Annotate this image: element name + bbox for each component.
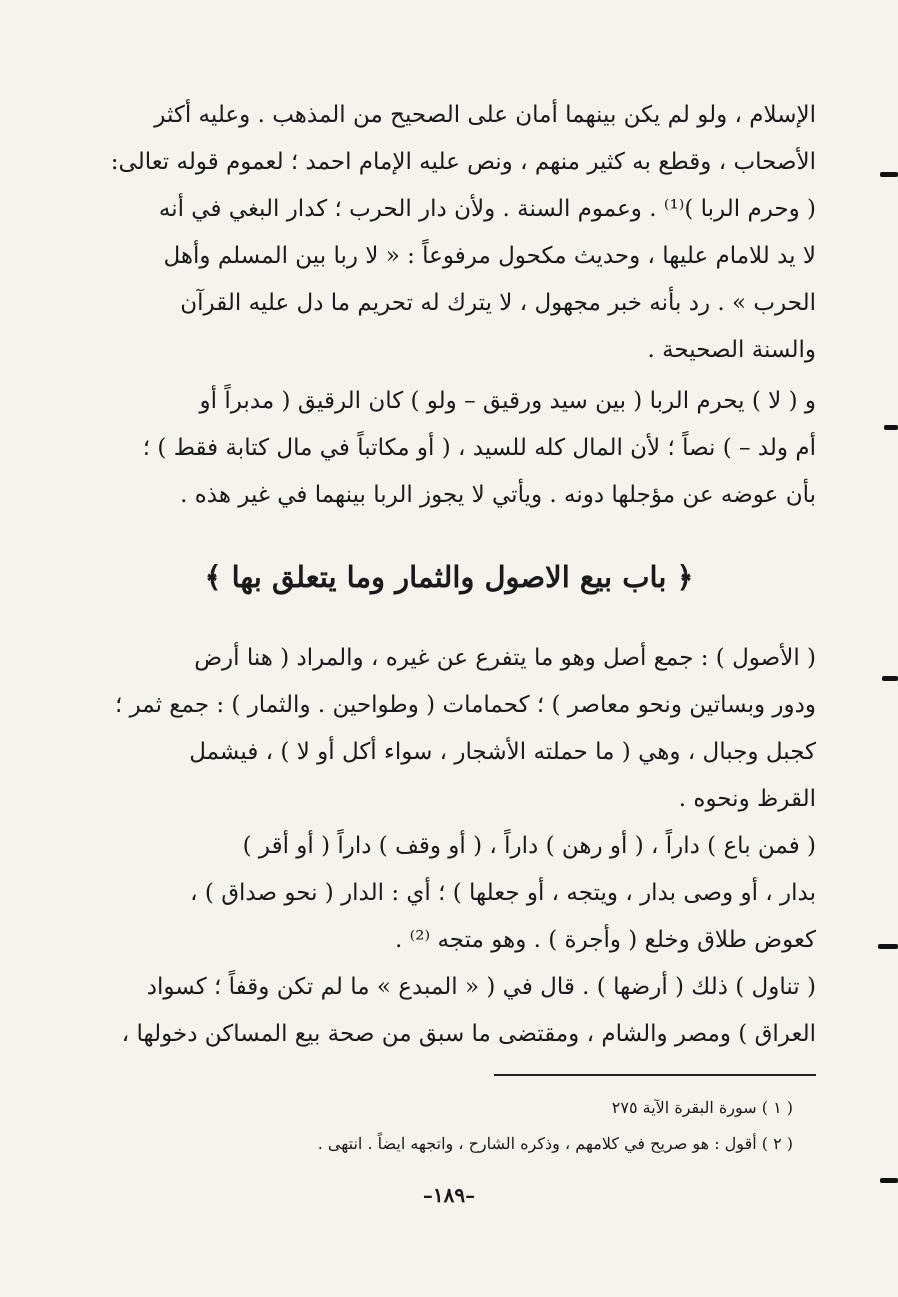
scan-edge-mark <box>882 676 898 681</box>
paragraph-5 <box>121 964 816 1058</box>
text-line: كعوض طلاق وخلع ( وأجرة ) . وهو متجه ⁽²⁾ . <box>394 927 816 953</box>
text-line: بدار ، أو وصى بدار ، ويتجه ، أو جعلها ) ؛ أي : الدار ( نحو صداق ) ، <box>190 880 816 906</box>
scan-edge-mark <box>884 425 898 430</box>
scan-edge-mark <box>878 944 898 949</box>
text-line: الأصحاب ، وقطع به كثير منهم ، ونص عليه الإمام احمد ؛ لعموم قوله تعالى: <box>110 149 816 175</box>
text-line: ( فمن باع ) داراً ، ( أو رهن ) داراً ، ( أو وقف ) داراً ( أو أقر ) <box>242 833 816 859</box>
text-line: و ( لا ) يحرم الربا ( بين سيد ورقيق – ولو ) كان الرقيق ( مدبراً أو <box>199 388 816 414</box>
paragraph-4 <box>166 823 816 964</box>
scan-edge-mark <box>880 1178 898 1183</box>
text-line: ( الأصول ) : جمع أصل وهو ما يتفرع عن غيره ، والمراد ( هنا أرض <box>194 645 816 671</box>
text-line: العراق ) ومصر والشام ، ومقتضى ما سبق من صحة بيع المساكن دخولها ، <box>121 1021 816 1047</box>
page-number: –١٨٩– <box>422 1183 476 1207</box>
text-line: الإسلام ، ولو لم يكن بينهما أمان على الصحيح من المذهب . وعليه أكثر <box>154 102 816 128</box>
paragraph-3 <box>114 635 816 823</box>
text-line: بأن عوضه عن مؤجلها دونه . ويأتي لا يجوز الربا بينهما في غير هذه . <box>180 482 816 508</box>
footnotes <box>193 1090 793 1162</box>
paragraph-2 <box>142 378 816 519</box>
scan-edge-mark <box>880 172 898 177</box>
text-line: ( تناول ) ذلك ( أرضها ) . قال في ( « المبدع » ما لم تكن وقفاً ؛ كسواد <box>146 974 816 1000</box>
text-line: كجبل وجبال ، وهي ( ما حملته الأشجار ، سواء أكل أو لا ) ، فيشمل <box>189 739 816 765</box>
text-line: القرظ ونحوه . <box>678 786 816 812</box>
text-line: ( وحرم الربا )⁽¹⁾ . وعموم السنة . ولأن دار الحرب ؛ كدار البغي في أنه <box>158 196 816 222</box>
paragraph-1 <box>110 92 816 374</box>
chapter-heading: ﴿ باب بيع الاصول والثمار وما يتعلق بها ﴾ <box>204 560 694 594</box>
text-line: الحرب » . رد بأنه خبر مجهول ، لا يترك له تحريم ما دل عليه القرآن <box>180 290 816 316</box>
text-line: والسنة الصحيحة . <box>647 337 816 363</box>
footnote-2: ( ٢ ) أقول : هو صريح في كلامهم ، وذكره الشارح ، واتجهه ايضاً . انتهى . <box>317 1134 793 1153</box>
text-line: أم ولد – ) نصاً ؛ لأن المال كله للسيد ، ( أو مكاتباً في مال كتابة فقط ) ؛ <box>142 435 816 461</box>
footnote-1: ( ١ ) سورة البقرة الآية ٢٧٥ <box>611 1098 793 1117</box>
text-line: لا يد للامام عليها ، وحديث مكحول مرفوعاً : « لا ربا بين المسلم وأهل <box>163 243 816 269</box>
footnote-divider <box>494 1074 816 1076</box>
text-line: ودور وبساتين ونحو معاصر ) ؛ كحمامات ( وطواحين . والثمار ) : جمع ثمر ؛ <box>114 692 816 718</box>
